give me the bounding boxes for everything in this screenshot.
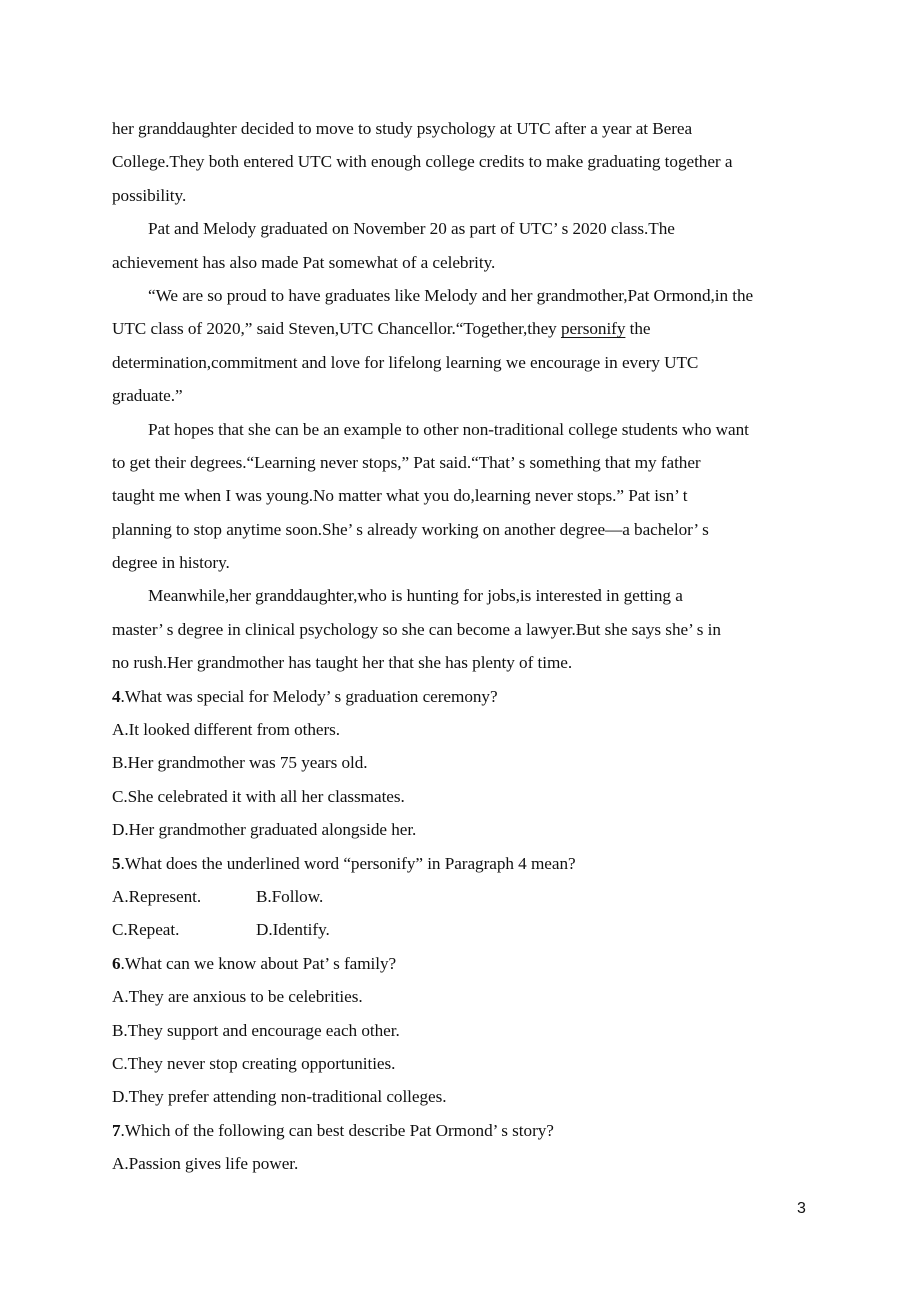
option-b: B.Follow. — [256, 886, 324, 906]
question-text: .What does the underlined word “personify” in Paragraph 4 mean? — [120, 853, 576, 873]
option-a: A.Passion gives life power. — [112, 1154, 299, 1174]
text-line: determination,commitment and love for lifelong learning we encourage in every UTC — [112, 352, 699, 372]
paragraph-2 — [112, 212, 812, 279]
option-a: A.It looked different from others. — [112, 720, 341, 740]
question-stem — [112, 1114, 812, 1147]
question-number: 6 — [112, 953, 121, 973]
question-5 — [112, 847, 812, 947]
page-number: 3 — [797, 1200, 806, 1217]
option-a: A.They are anxious to be celebrities. — [112, 987, 363, 1007]
question-4 — [112, 680, 812, 847]
option-d: D.They prefer attending non-traditional colleges. — [112, 1087, 447, 1107]
question-stem — [112, 847, 812, 880]
question-number: 5 — [112, 853, 121, 873]
text-line: “We are so proud to have graduates like Melody and her grandmother,Pat Ormond,in the — [148, 285, 754, 305]
question-text: .What was special for Melody’ s graduation ceremony? — [120, 686, 498, 706]
text-segment: UTC class of 2020,” said Steven,UTC Chancellor.“Together,they — [112, 319, 561, 339]
paragraph-5 — [112, 579, 812, 679]
question-stem — [112, 680, 812, 713]
option-c: C.They never stop creating opportunities. — [112, 1053, 396, 1073]
option-d: D.Her grandmother graduated alongside her. — [112, 820, 417, 840]
option-d: D.Identify. — [256, 920, 330, 940]
text-line: Meanwhile,her granddaughter,who is hunting for jobs,is interested in getting a — [148, 586, 683, 606]
question-text: .What can we know about Pat’ s family? — [120, 953, 397, 973]
paragraph-4 — [112, 413, 812, 580]
option-b: B.Her grandmother was 75 years old. — [112, 753, 368, 773]
text-line: graduate.” — [112, 386, 183, 406]
text-line: Pat and Melody graduated on November 20 as part of UTC’ s 2020 class.The — [148, 219, 675, 239]
question-number: 7 — [112, 1120, 121, 1140]
text-line: her granddaughter decided to move to study psychology at UTC after a year at Berea — [112, 119, 693, 138]
option-c: C.Repeat. — [112, 920, 180, 940]
paragraph-3 — [112, 279, 812, 413]
text-line: master’ s degree in clinical psychology so she can become a lawyer.But she says she’ s in — [112, 619, 721, 639]
question-7 — [112, 1114, 812, 1181]
document-body — [112, 112, 812, 1181]
question-number: 4 — [112, 686, 121, 706]
option-b: B.They support and encourage each other. — [112, 1020, 400, 1040]
option-row — [112, 880, 812, 913]
option-a: A.Represent. — [112, 886, 202, 906]
text-line: possibility. — [112, 185, 187, 205]
text-line — [112, 312, 812, 345]
text-line: Pat hopes that she can be an example to other non-traditional college students who want — [148, 419, 749, 439]
paragraph-1 — [112, 112, 812, 212]
text-line: degree in history. — [112, 553, 230, 573]
text-line: no rush.Her grandmother has taught her that she has plenty of time. — [112, 653, 573, 673]
text-line: achievement has also made Pat somewhat of a celebrity. — [112, 252, 496, 272]
question-6 — [112, 947, 812, 1114]
underlined-word: personify — [560, 319, 626, 339]
text-line: taught me when I was young.No matter what you do,learning never stops.” Pat isn’ t — [112, 486, 688, 506]
text-segment: the — [625, 319, 651, 339]
option-row — [112, 913, 812, 946]
text-line: to get their degrees.“Learning never stops,” Pat said.“That’ s something that my father — [112, 452, 701, 472]
question-stem — [112, 947, 812, 980]
text-line: College.They both entered UTC with enough college credits to make graduating together a — [112, 152, 733, 172]
option-c: C.She celebrated it with all her classmates. — [112, 786, 405, 806]
text-line: planning to stop anytime soon.She’ s already working on another degree—a bachelor’ s — [112, 519, 709, 539]
question-text: .Which of the following can best describe Pat Ormond’ s story? — [120, 1120, 554, 1140]
